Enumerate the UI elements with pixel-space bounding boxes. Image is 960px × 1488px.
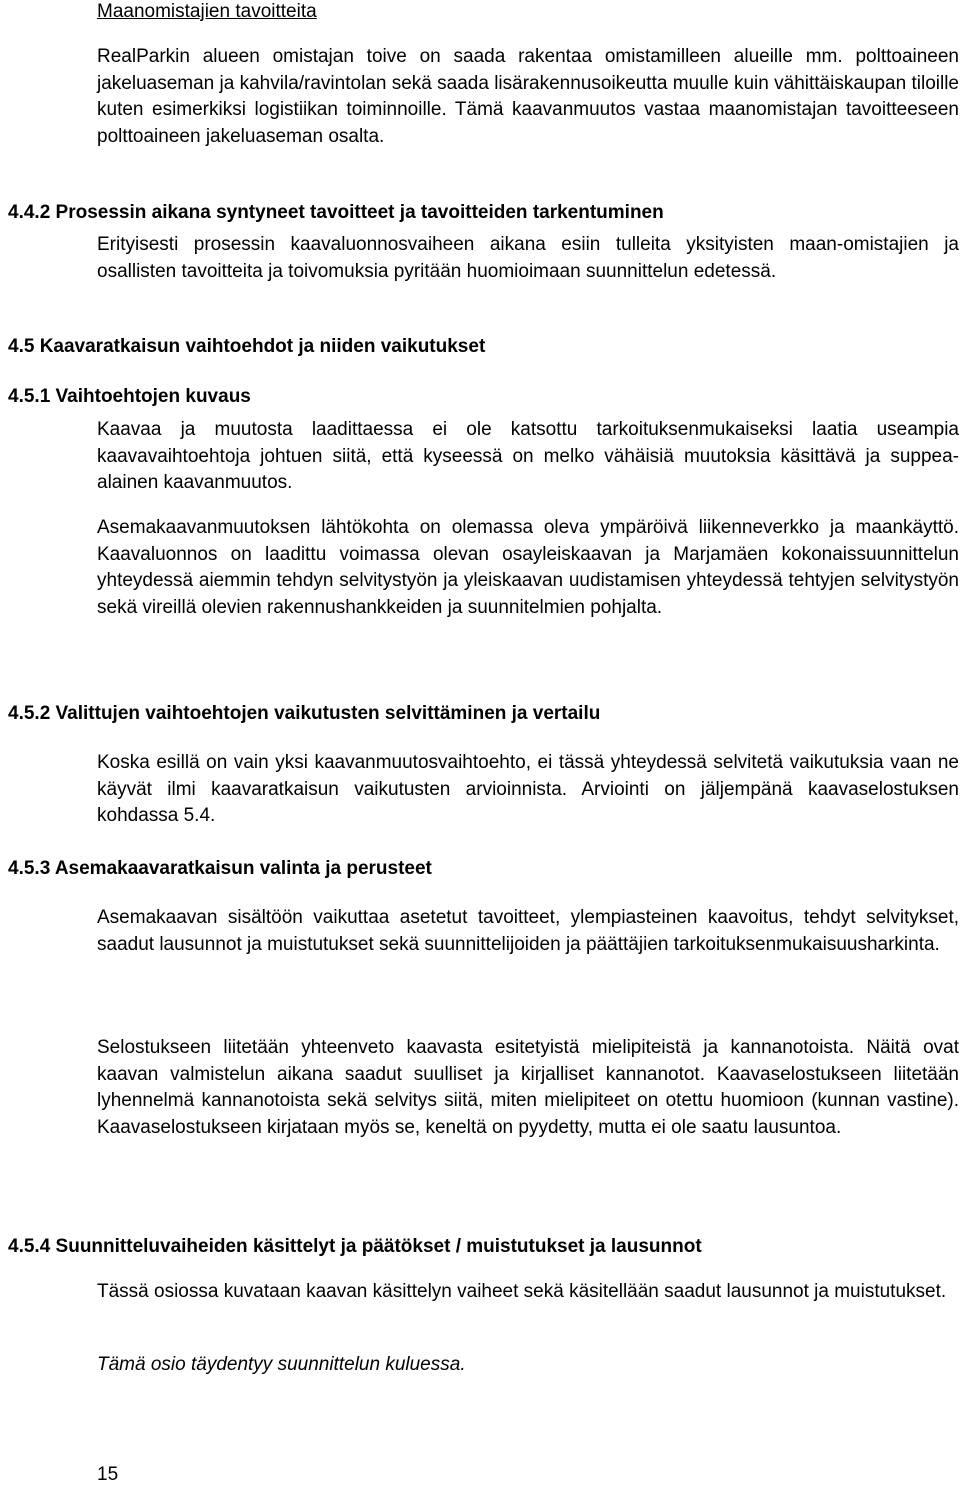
paragraph-4-5-4: Tässä osiossa kuvataan kaavan käsittelyn vaiheet sekä käsitellään saadut lausunnot ja muistutukset. [97,1281,947,1302]
heading-4-4-2: 4.4.2 Prosessin aikana syntyneet tavoitteet ja tavoitteiden tarkentuminen [8,202,664,223]
heading-4-5-3: 4.5.3 Asemakaavaratkaisun valinta ja perusteet [8,858,432,879]
heading-4-5-2: 4.5.2 Valittujen vaihtoehtojen vaikutusten selvittäminen ja vertailu [8,703,601,724]
section-title-landowner-goals: Maanomistajien tavoitteita [97,1,317,22]
paragraph-4-5-3-a: Asemakaavan sisältöön vaikuttaa asetetut tavoitteet, ylempiasteinen kaavoitus, tehdyt selvitykset, saadut lausunnot ja muistutukset sekä suunnittelijoiden ja päättäjien tarkoituksenmukaisuusharkinta. [97,907,959,955]
heading-4-5: 4.5 Kaavaratkaisun vaihtoehdot ja niiden vaikutukset [8,336,486,357]
paragraph-4-5-3-b: Selostukseen liitetään yhteenveto kaavasta esitetyistä mielipiteistä ja kannanotoista. Näitä ovat kaavan valmistelun aikana saadut suulliset ja kirjalliset kannanotot. Kaavaselostukseen liitetään lyhennelmä kannanotoista sekä selvitys siitä, miten mielipiteet on otettu huomioon (kunnan vastine). Kaavaselostukseen kirjataan myös se, keneltä on pyydetty, mutta ei ole saatu lausuntoa. [97,1037,959,1138]
paragraph-landowner-goals: RealParkin alueen omistajan toive on saada rakentaa omistamilleen alueille mm. polttoaineen jakeluaseman ja kahvila/ravintolan sekä saada lisärakennusoikeutta muulle kuin vähittäiskaupan tiloille kuten esimerkiksi logistiikan toiminnoille. Tämä kaavanmuutos vastaa maanomistajan tavoitteeseen polttoaineen jakeluaseman osalta. [97,46,959,147]
heading-4-5-4: 4.5.4 Suunnitteluvaiheiden käsittelyt ja päätökset / muistutukset ja lausunnot [8,1236,702,1257]
paragraph-4-4-2: Erityisesti prosessin kaavaluonnosvaiheen aikana esiin tulleita yksityisten maan-omistajien ja osallisten tavoitteita ja toivomuksia pyritään huomioimaan suunnittelun edetessä. [97,234,959,282]
paragraph-4-5-2: Koska esillä on vain yksi kaavanmuutosvaihtoehto, ei tässä yhteydessä selvitetä vaikutuksia vaan ne käyvät ilmi kaavaratkaisun vaikutusten arvioinnista. Arviointi on jäljempänä kaavaselostuksen kohdassa 5.4. [97,752,959,826]
paragraph-4-5-1-a: Kaavaa ja muutosta laadittaessa ei ole katsottu tarkoituksenmukaiseksi laatia useampia kaavavaihtoehtoja johtuen siitä, että kyseessä on melko vähäisiä muutoksia käsittävä ja suppea-alainen kaavanmuutos. [97,419,959,493]
heading-4-5-1: 4.5.1 Vaihtoehtojen kuvaus [8,386,251,407]
page-number: 15 [97,1464,119,1485]
paragraph-4-5-1-b: Asemakaavanmuutoksen lähtökohta on olemassa oleva ympäröivä liikenneverkko ja maankäyttö. Kaavaluonnos on laadittu voimassa olevan osayleiskaavan ja Marjamäen kokonaissuunnittelun yhteydessä aiemmin tehdyn selvitystyön ja yleiskaavan uudistamisen yhteydessä tehtyjen selvitystyön sekä vireillä olevien rakennushankkeiden ja suunnitelmien pohjalta. [97,517,959,618]
note-4-5-4: Tämä osio täydentyy suunnittelun kuluessa. [97,1354,466,1375]
